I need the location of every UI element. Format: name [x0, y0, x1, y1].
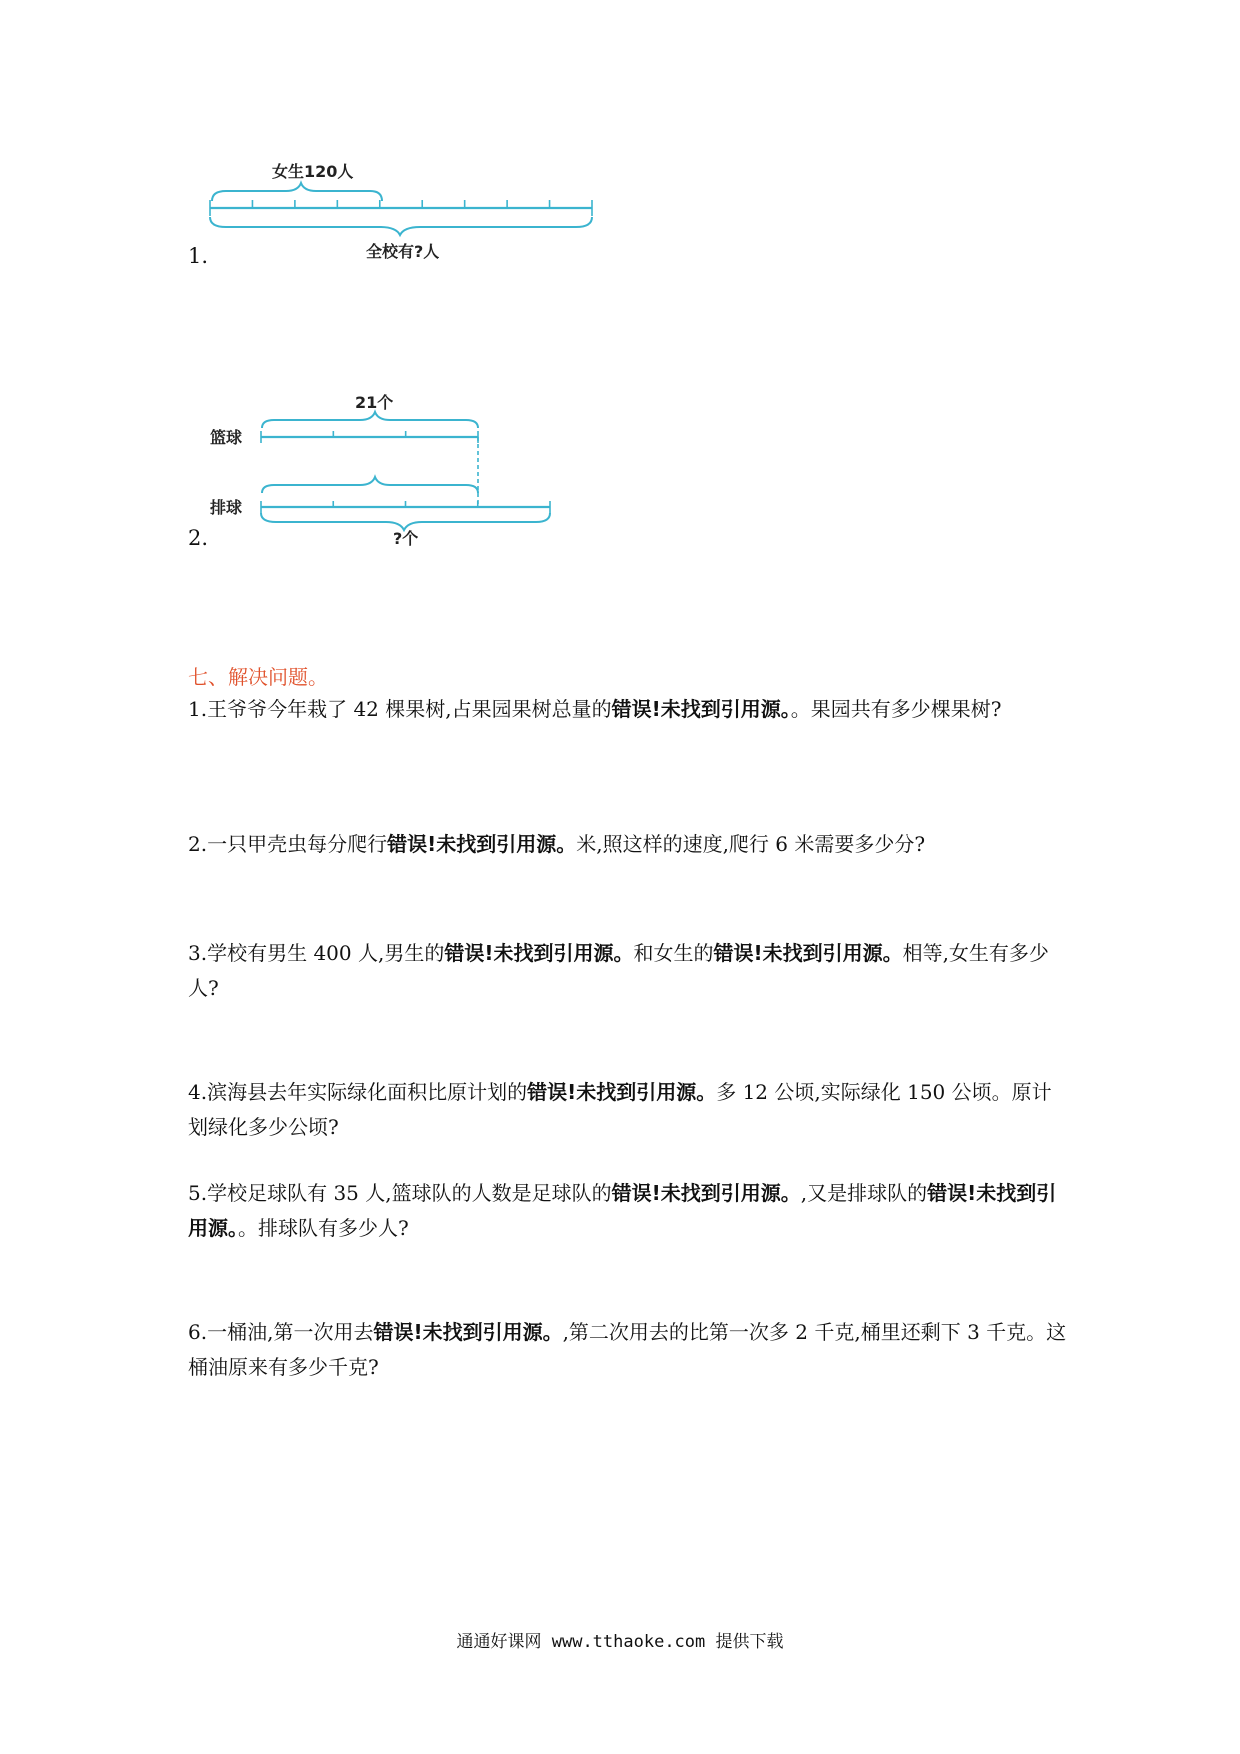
- diagram2-bottom-label: ?个: [393, 529, 419, 548]
- problem-text: 。排球队有多少人?: [238, 1216, 409, 1240]
- problem-text: 米,照这样的速度,爬行 6 米需要多少分?: [576, 832, 926, 856]
- footer: 通通好课网 www.tthaoke.com 提供下载: [456, 1632, 784, 1652]
- diagram2-row1-label: 篮球: [210, 428, 243, 447]
- problem-text: 1.王爷爷今年栽了 42 棵果树,占果园果树总量的: [188, 697, 612, 721]
- problem-text: 。果园共有多少棵果树?: [790, 697, 1002, 721]
- problem-text: 多 12 公顷,实际绿化 150 公顷。原计划绿化多少公顷?: [188, 1080, 1052, 1139]
- reference-error-text: 错误!未找到引用源。: [188, 1181, 1057, 1240]
- diagram2-bottom-brace: [261, 513, 550, 530]
- section-title: 七、解决问题。: [188, 665, 328, 689]
- problem-text: 相等,女生有多少人?: [188, 941, 1049, 1000]
- problem-text: 和女生的: [633, 941, 714, 965]
- diagram1-bottom-brace: [210, 217, 592, 235]
- diagram1-line-segment: [200, 155, 610, 270]
- reference-error-text: 错误!未找到引用源。: [387, 832, 577, 856]
- reference-error-text: 错误!未找到引用源。: [611, 697, 791, 721]
- diagram1-top-brace: [212, 183, 382, 201]
- problem-text: ,第二次用去的比第一次多 2 千克,桶里还剩下 3 千克。这桶油原来有多少千克?: [188, 1320, 1067, 1379]
- diagram2-line-segment: [200, 388, 560, 548]
- problem-text: 2.一只甲壳虫每分爬行: [188, 832, 388, 856]
- problem-5: [188, 1176, 1068, 1246]
- diagram2-middle-brace: [262, 477, 478, 493]
- diagram1-bottom-label: 全校有?人: [366, 242, 440, 261]
- problem-text: 5.学校足球队有 35 人,篮球队的人数是足球队的: [188, 1181, 612, 1205]
- diagram2-row2-label: 排球: [210, 498, 243, 517]
- problem-text: 6.一桶油,第一次用去: [188, 1320, 374, 1344]
- reference-error-text: 错误!未找到引用源。: [611, 1181, 801, 1205]
- problem-text: 4.滨海县去年实际绿化面积比原计划的: [188, 1080, 528, 1104]
- diagram2-top-label: 21个: [355, 393, 394, 412]
- diagram2-top-brace: [262, 412, 478, 428]
- reference-error-text: 错误!未找到引用源。: [527, 1080, 717, 1104]
- problem-1: [188, 692, 1068, 727]
- reference-error-text: 错误!未找到引用源。: [713, 941, 903, 965]
- reference-error-text: 错误!未找到引用源。: [444, 941, 634, 965]
- problem-3: [188, 936, 1068, 1006]
- problem-6: [188, 1315, 1068, 1385]
- problem-text: 3.学校有男生 400 人,男生的: [188, 941, 445, 965]
- problem-2: [188, 827, 1068, 862]
- problem-text: ,又是排球队的: [800, 1181, 928, 1205]
- diagram1-number: 1.: [188, 244, 209, 268]
- diagram1-top-label: 女生120人: [272, 162, 354, 181]
- reference-error-text: 错误!未找到引用源。: [373, 1320, 563, 1344]
- diagram2-number: 2.: [188, 526, 209, 550]
- problem-4: [188, 1075, 1068, 1145]
